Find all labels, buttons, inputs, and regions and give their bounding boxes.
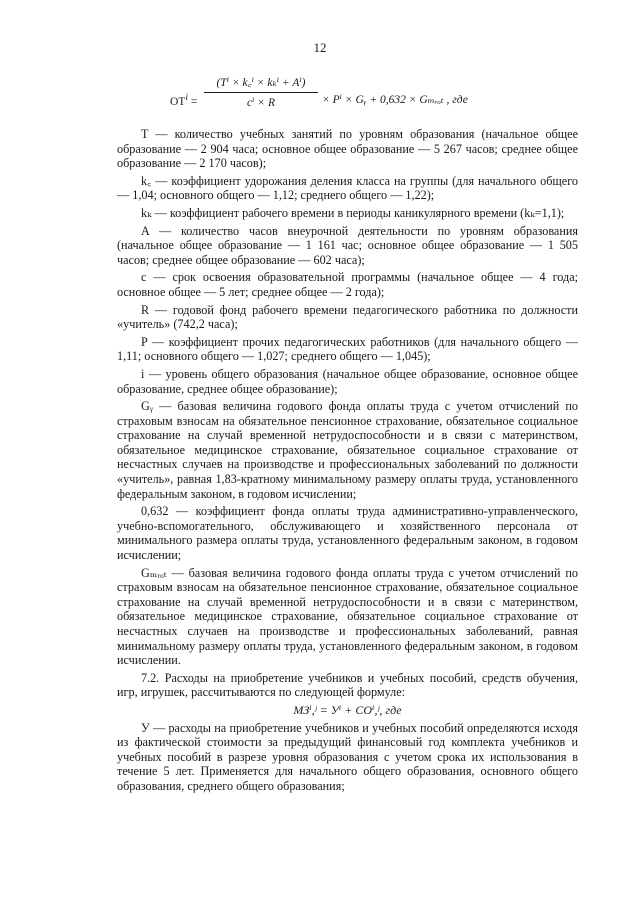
paragraph-gmrot: Gₘᵣₒₜ — базовая величина годового фонда оплаты труда с учетом отчислений по страховым взносам на обязательное пенсионное страхование, обязательное социальное страхование на случай временной нетрудоспособности и в связи с материнством, обязательное медицинское страхование, обязательное социальное страхование от несчастных случаев на производстве и профессиональных заболеваний, равная минимальному размеру оплаты труда, установленного федеральным законом, в годовом исчислении. xyxy=(117,565,578,668)
formula-ot-superscript: i xyxy=(185,92,189,103)
paragraph-a: A — количество часов внеурочной деятельности по уровням образования (начальное общее образование — 1 161 час; основное общее образование — 1 505 часов; среднее общее образование — 602 часа); xyxy=(117,223,578,267)
formula-ot-rhs: × Pⁱ × Gᵧ + 0,632 × Gₘᵣₒₜ , где xyxy=(322,94,468,106)
formula-ot-denominator: cⁱ × R xyxy=(247,97,275,109)
paragraph-c: c — срок освоения образовательной программы (начальное общее — 4 года; основное общее — 5 лет; среднее общее — 2 года); xyxy=(117,270,578,299)
paragraph-u: У — расходы на приобретение учебников и учебных пособий определяются исходя из фактической стоимости за предыдущий финансовый год комплекта учебников и учебных пособий в разрезе уровня образования с учетом срока их использования в течение 5 лет. Применяется для начального общего образования, основного общего образования, среднего общего образования; xyxy=(117,720,578,793)
paragraph-t: T — количество учебных занятий по уровням образования (начальное общее образование — 2 904 часа; основное общее образование — 5 267 часов; среднее общее образование — 2 170 часов); xyxy=(117,127,578,171)
formula-ot-fraction xyxy=(204,75,318,109)
paragraph-p: P — коэффициент прочих педагогических работников (для начального общего — 1,11; основного общего — 1,027; среднего общего — 1,045); xyxy=(117,334,578,364)
formula-ot-equals: = xyxy=(188,95,198,108)
paragraph-kk: kₖ — коэффициент рабочего времени в периоды каникулярного времени (kₖ=1,1); xyxy=(141,205,565,220)
paragraph-kg: k꜀ — коэффициент удорожания деления класса на группы (для начального общего — 1,04; основного общего — 1,12; среднего общего — 1,22); xyxy=(117,173,578,203)
formula-ot-numerator: (Tⁱ × k꜀ⁱ × kₖⁱ + Aⁱ) xyxy=(204,75,318,93)
paragraph-r: R — годовой фонд рабочего времени педагогического работника по должности «учитель» (742,2 часа); xyxy=(117,302,578,332)
formula-mz: МЗⁱ,ʲ = Уⁱ + СОⁱ,ʲ, где xyxy=(293,702,402,717)
formula-ot-symbol: ОТ xyxy=(170,95,186,108)
paragraph-i: i — уровень общего образования (начальное общее образование, основное общее образование, среднее общее образование); xyxy=(117,366,578,396)
paragraph-7-2: 7.2. Расходы на приобретение учебников и учебных пособий, средств обучения, игр, игрушек, рассчитываются по следующей формуле: xyxy=(117,670,578,700)
formula-ot-lhs xyxy=(170,92,197,108)
paragraph-0632: 0,632 — коэффициент фонда оплаты труда административно-управленческого, учебно-вспомогательного, обслуживающего и хозяйственного персонала от минимального размера оплаты труда, установленного федеральным законом, в годовом исчислении; xyxy=(117,504,578,563)
formula-ot xyxy=(170,75,510,123)
document-body xyxy=(117,127,578,797)
page-number: 12 xyxy=(313,40,327,55)
paragraph-gy: Gᵧ — базовая величина годового фонда оплаты труда с учетом отчислений по страховым взносам на обязательное пенсионное страхование, обязательное социальное страхование на случай временной нетрудоспособности и в связи с материнством, обязательное медицинское страхование, обязательное социальное страхование от несчастных случаев на производстве и профессиональных заболеваний по должности «учитель», равная 1,83-кратному минимальному размеру оплаты труда, установленного федеральным законом, в годовом исчислении; xyxy=(117,399,578,501)
